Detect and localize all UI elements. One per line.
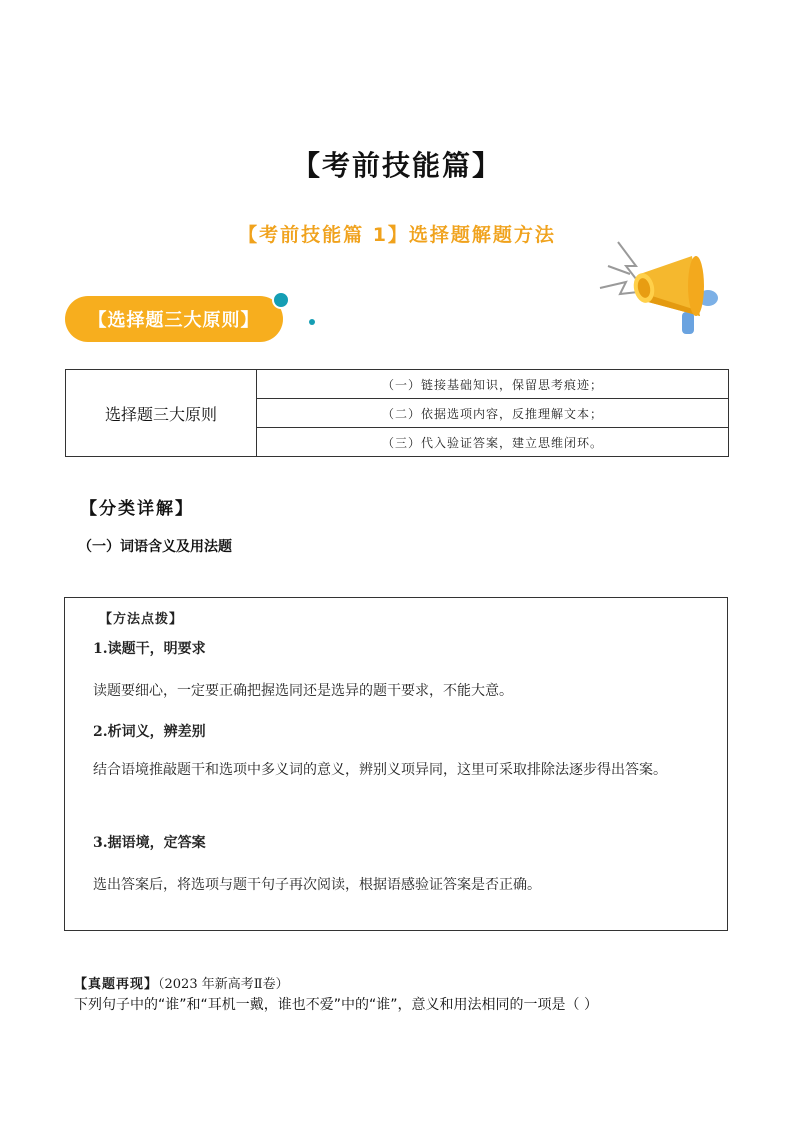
method-title: 【方法点拨】 <box>99 612 184 627</box>
step-body: 选出答案后，将选项与题干句子再次阅读，根据语感验证答案是否正确。 <box>93 877 541 893</box>
step-heading: 3.据语境，定答案 <box>93 835 206 851</box>
table-row <box>66 370 729 399</box>
principles-badge: 【选择题三大原则】 <box>65 296 283 342</box>
decor-dot-small <box>309 319 315 325</box>
real-exam-source: （2023 年新高考Ⅱ卷） <box>158 977 289 992</box>
subsection-heading: （一）词语含义及用法题 <box>78 539 232 555</box>
page-title: 【考前技能篇】 <box>291 149 502 182</box>
real-exam-label: 【真题再现】 <box>74 977 159 992</box>
step-body: 读题要细心，一定要正确把握选同还是选异的题干要求，不能大意。 <box>93 683 513 699</box>
question-text: 下列句子中的“谁”和“耳机一戴，谁也不爱”中的“谁”，意义和用法相同的一项是（ ） <box>74 997 598 1013</box>
principle-item: （二）依据选项内容，反推理解文本； <box>257 399 729 428</box>
principle-item: （一）链接基础知识，保留思考痕迹； <box>257 370 729 399</box>
step-body: 结合语境推敲题干和选项中多义词的意义，辨别义项异同，这里可采取排除法逐步得出答案。 <box>93 762 667 778</box>
megaphone-icon <box>596 236 728 340</box>
principles-table <box>65 369 729 457</box>
principles-table-name: 选择题三大原则 <box>66 370 257 457</box>
page-subtitle: 【考前技能篇 1】选择题解题方法 <box>238 224 556 246</box>
step-heading: 1.读题干，明要求 <box>93 641 206 657</box>
decor-dot-large <box>272 291 290 309</box>
step-heading: 2.析词义，辨差别 <box>93 724 206 740</box>
method-box <box>64 597 728 931</box>
real-exam-title <box>74 973 289 992</box>
section-heading: 【分类详解】 <box>80 499 194 519</box>
principle-item: （三）代入验证答案，建立思维闭环。 <box>257 428 729 457</box>
